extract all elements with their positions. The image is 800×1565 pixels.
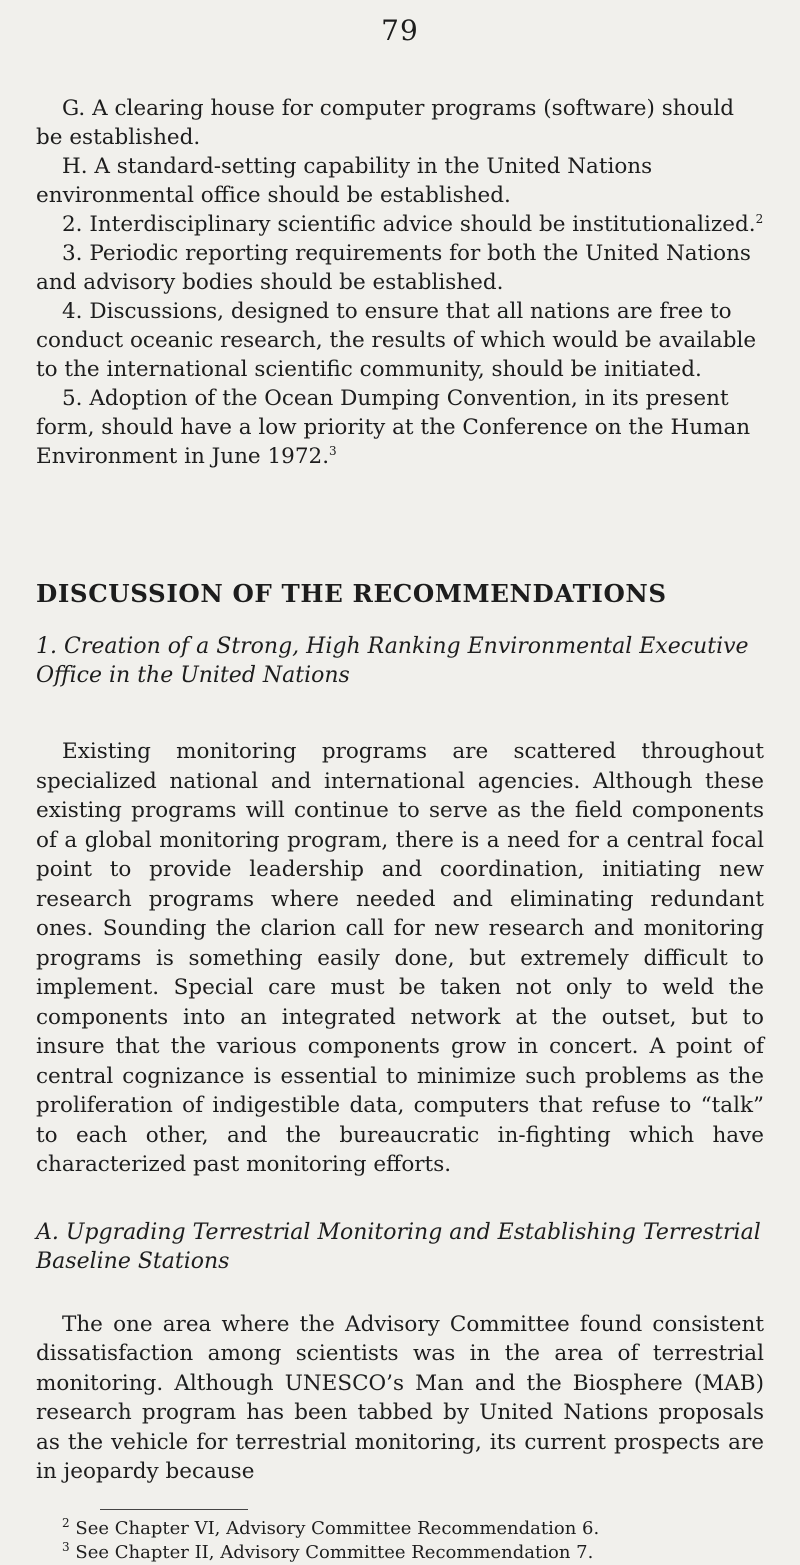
page-number: 79 — [381, 14, 419, 47]
footnote-3 — [62, 1541, 764, 1565]
footnote-ref-2: 2 — [755, 211, 764, 226]
recommendation-5-text: 5. Adoption of the Ocean Dumping Convention, in its present form, should have a low priority at the Conference on the Human Environment in June 1972. — [36, 386, 751, 469]
recommendation-4: 4. Discussions, designed to ensure that all nations are free to conduct oceanic research, the results of which would be available to the international scientific community, should be initiated. — [36, 299, 757, 382]
recommendation-3: 3. Periodic reporting requirements for both the United Nations and advisory bodies should be established. — [36, 241, 751, 295]
recommendation-h: H. A standard-setting capability in the United Nations environmental office should be established. — [36, 154, 653, 208]
footnote-ref-3: 3 — [329, 443, 337, 458]
footnote-mark: 3 — [62, 1539, 70, 1554]
footnote-text: See Chapter VI, Advisory Committee Recommendation 6. — [75, 1517, 600, 1539]
section-heading: DISCUSSION OF THE RECOMMENDATIONS — [36, 579, 667, 608]
footnote-mark: 2 — [62, 1515, 70, 1530]
paragraph-monitoring-programs: Existing monitoring programs are scattered throughout specialized national and international agencies. Although these existing programs will continue to serve as the field components of a global monitoring program, there is a need for a central focal point to provide leadership and coordination, initiating new research programs where needed and eliminating redundant ones. Sounding the clarion call for new research and monitoring programs is something easily done, but extremely difficult to implement. Special care must be taken not only to weld the components into an integrated network at the outset, but to insure that the various components grow in concert. A point of central cognizance is essential to minimize such problems as the proliferation of indigestible data, computers that refuse to “talk” to each other, and the bureaucratic in-fighting which have characterized past monitoring efforts. — [36, 739, 764, 1177]
footnote-divider — [100, 1509, 248, 1510]
subheading-terrestrial-monitoring: A. Upgrading Terrestrial Monitoring and Establishing Terrestrial Baseline Stations — [36, 1219, 761, 1274]
recommendation-g: G. A clearing house for computer programs (software) should be established. — [36, 96, 735, 150]
recommendation-2-text: 2. Interdisciplinary scientific advice should be institutionalized. — [62, 212, 756, 237]
recommendation-2 — [36, 210, 764, 239]
paragraph-terrestrial: The one area where the Advisory Committee found consistent dissatisfaction among scientists was in the area of terrestrial monitoring. Although UNESCO’s Man and the Biosphere (MAB) research program has been tabbed by United Nations proposals as the vehicle for terrestrial monitoring, its current prospects are in jeopardy because — [36, 1311, 764, 1484]
footnote-2 — [62, 1517, 764, 1541]
footnote-text: See Chapter II, Advisory Committee Recommendation 7. — [75, 1541, 594, 1563]
subheading-executive-office: 1. Creation of a Strong, High Ranking Environmental Executive Office in the United Nations — [36, 634, 749, 688]
recommendation-5 — [36, 384, 764, 471]
